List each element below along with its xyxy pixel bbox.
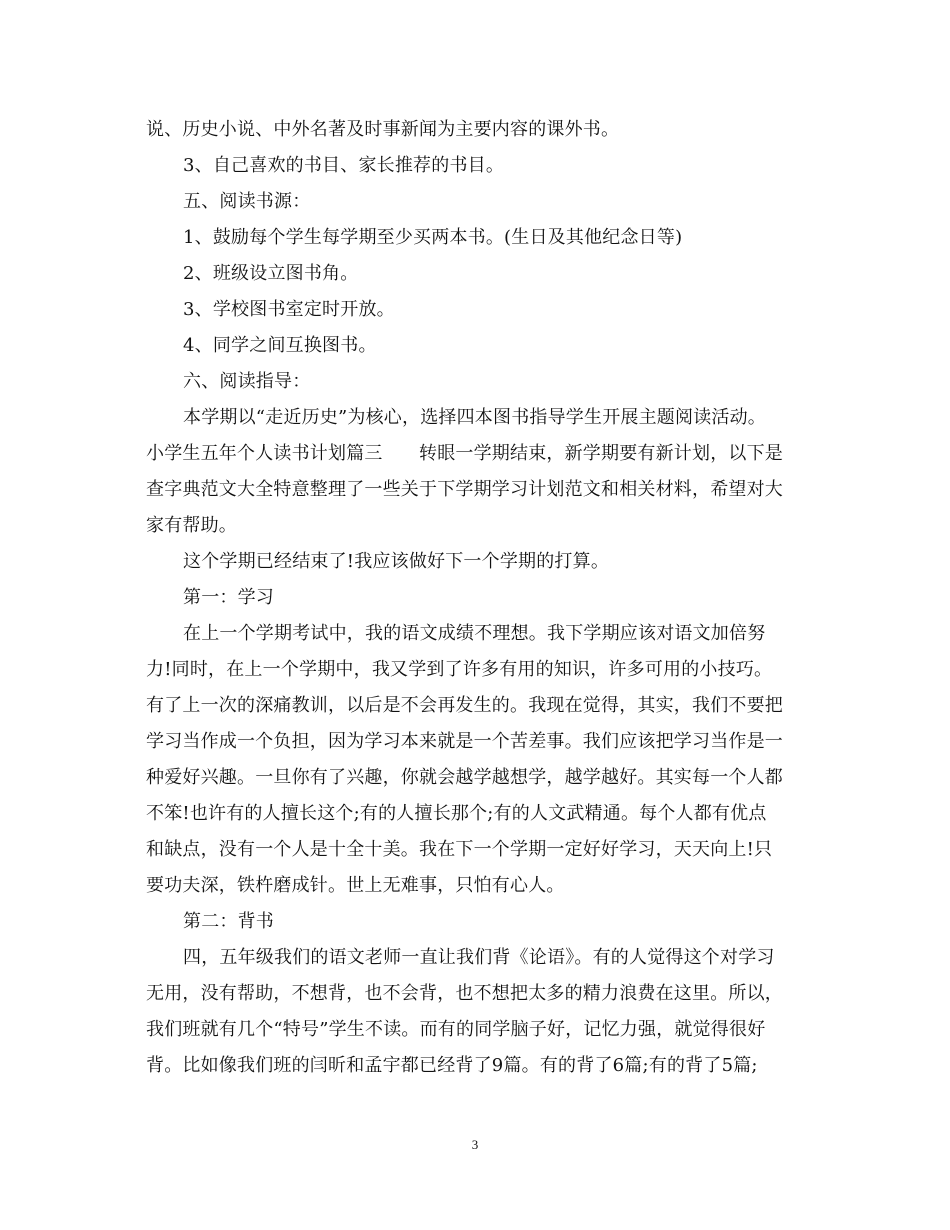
text-line: 小学生五年个人读书计划篇三 转眼一学期结束，新学期要有新计划，以下是 — [146, 443, 783, 464]
text-line: 3、学校图书室定时开放。 — [183, 299, 395, 320]
text-line: 说、历史小说、中外名著及时事新闻为主要内容的课外书。 — [146, 119, 620, 140]
text-line: 本学期以“走近历史”为核心，选择四本图书指导学生开展主题阅读活动。 — [183, 407, 767, 428]
text-line: 在上一个学期考试中，我的语文成绩不理想。我下学期应该对语文加倍努 — [183, 623, 766, 644]
text-line: 四，五年级我们的语文老师一直让我们背《论语》。有的人觉得这个对学习 — [183, 947, 775, 968]
text-line: 不笨!也许有的人擅长这个;有的人擅长那个;有的人文武精通。每个人都有优点 — [146, 803, 767, 824]
text-line: 2、班级设立图书角。 — [183, 263, 359, 284]
page-number: 3 — [471, 1137, 479, 1152]
text-line: 种爱好兴趣。一旦你有了兴趣，你就会越学越想学，越学越好。其实每一个人都 — [146, 767, 783, 788]
document-body — [146, 112, 806, 1084]
text-line: 学习当作成一个负担，因为学习本来就是一个苦差事。我们应该把学习当作是一 — [146, 731, 783, 752]
text-line: 力!同时，在上一个学期中，我又学到了许多有用的知识，许多可用的小技巧。 — [146, 659, 773, 680]
text-line: 家有帮助。 — [146, 515, 237, 536]
text-line: 五、阅读书源： — [183, 191, 311, 212]
text-line: 六、阅读指导： — [183, 371, 311, 392]
text-line: 查字典范文大全特意整理了一些关于下学期学习计划范文和相关材料，希望对大 — [146, 479, 783, 500]
text-line: 第二：背书 — [183, 911, 274, 932]
text-line: 3、自己喜欢的书目、家长推荐的书目。 — [183, 155, 505, 176]
text-line: 这个学期已经结束了!我应该做好下一个学期的打算。 — [183, 551, 610, 572]
text-line: 有了上一次的深痛教训，以后是不会再发生的。我现在觉得，其实，我们不要把 — [146, 695, 783, 716]
text-line: 和缺点，没有一个人是十全十美。我在下一个学期一定好好学习，天天向上!只 — [146, 839, 773, 860]
text-line: 我们班就有几个“特号”学生不读。而有的同学脑子好，记忆力强，就觉得很好 — [146, 1019, 766, 1040]
text-line: 要功夫深，铁杵磨成针。世上无难事，只怕有心人。 — [146, 875, 565, 896]
text-line: 4、同学之间互换图书。 — [183, 335, 377, 356]
text-line: 无用，没有帮助，不想背，也不会背，也不想把太多的精力浪费在这里。所以， — [146, 983, 783, 1004]
text-line: 1、鼓励每个学生每学期至少买两本书。(生日及其他纪念日等) — [183, 227, 683, 248]
text-line: 第一：学习 — [183, 587, 274, 608]
text-line: 背。比如像我们班的闫昕和孟宇都已经背了9篇。有的背了6篇;有的背了5篇; — [146, 1055, 758, 1076]
